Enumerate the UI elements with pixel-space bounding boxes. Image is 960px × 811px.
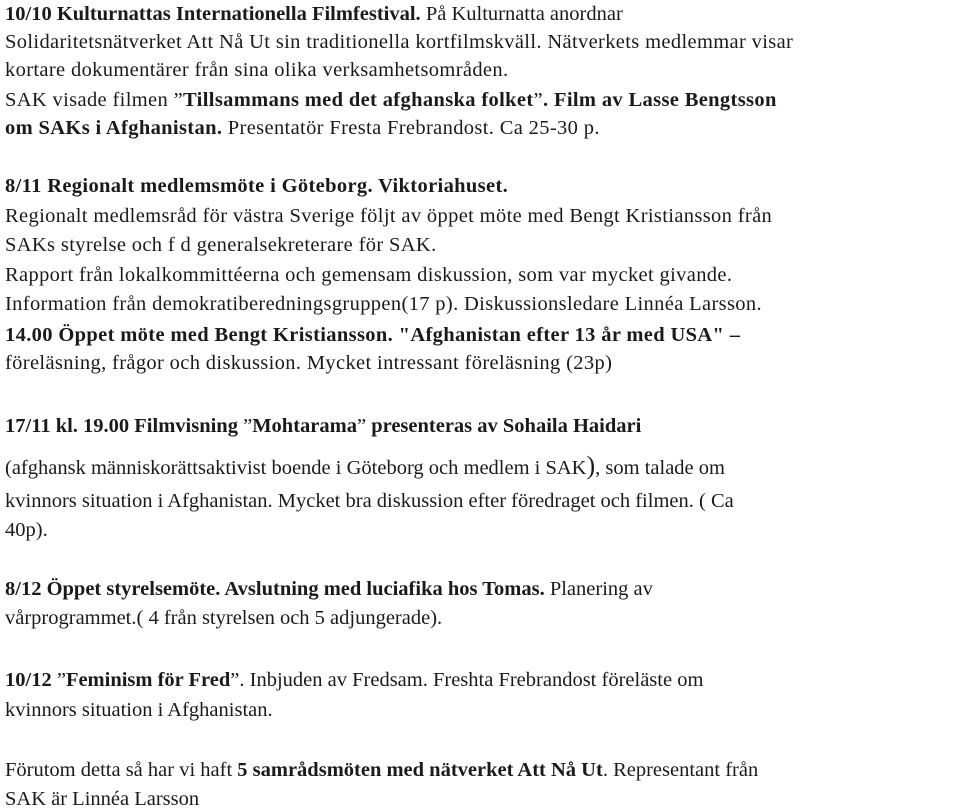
text-span: Förutom detta så har vi haft (5, 759, 238, 781)
film-credit: . Film av Lasse Bengtsson (543, 89, 777, 111)
film-screening-heading (5, 416, 641, 437)
quote-mark: ” (243, 415, 253, 437)
paragraph-line: SAK är Linnéa Larsson (5, 788, 200, 810)
paragraph-line: Solidaritetsnätverket Att Nå Ut sin traditionella kortfilmskväll. Nätverkets medlemmar visar (5, 31, 794, 53)
quote-mark: ” (356, 415, 367, 437)
heading-text: presenteras av Sohaila Haidari (366, 415, 642, 437)
paragraph-line: 40p). (5, 519, 48, 541)
quote-mark: ” (173, 89, 184, 111)
board-meeting-line (5, 579, 653, 600)
paragraph-line: Regionalt medlemsråd för västra Sverige följt av öppet möte med Bengt Kristiansson från (5, 205, 773, 227)
paragraph-line (5, 451, 725, 480)
film-credit-cont: om SAKs i Afghanistan. (5, 117, 223, 139)
film-title: Tillsammans med det afghanska folket (183, 89, 534, 111)
heading-text: 10/12 (5, 669, 57, 691)
open-meeting-heading (5, 325, 740, 346)
paragraph-line (5, 118, 600, 139)
kulturnatta-intro: På Kulturnatta anordnar (420, 3, 623, 25)
text-span: SAK visade filmen (5, 89, 174, 111)
text-span: Planering av (544, 578, 653, 600)
feminism-event-line (5, 670, 703, 691)
event-title: Feminism för Fred (65, 669, 231, 691)
text-span: . Representant från (602, 759, 759, 781)
paragraph-line: kvinnors situation i Afghanistan. (5, 699, 273, 721)
paragraph-line: Rapport från lokalkommittéerna och gemensam diskussion, som var mycket givande. (5, 264, 733, 286)
kulturnatta-heading-line (5, 4, 623, 25)
paragraph-line: Information från demokratiberedningsgruppen(17 p). Diskussionsledare Linnéa Larsson. (5, 293, 762, 315)
kulturnatta-heading: 10/10 Kulturnattas Internationella Filmfestival. (5, 3, 421, 25)
paragraph-line: kvinnors situation i Afghanistan. Mycket bra diskussion efter föredraget och filmen. ( Ca (5, 490, 734, 512)
regional-meeting-heading (5, 176, 508, 197)
text-span: Presentatör Fresta Frebrandost. Ca 25-30 p. (222, 117, 600, 139)
summary-line (5, 760, 758, 781)
heading-text: 17/11 kl. 19.00 Filmvisning (5, 415, 244, 437)
text-span: . Inbjuden av Fredsam. Freshta Frebrandost föreläste om (239, 669, 704, 691)
quote-mark: ” (56, 669, 66, 691)
text-span: , som talade om (595, 457, 725, 479)
paragraph-line: SAKs styrelse och f d generalsekreterare för SAK. (5, 234, 437, 256)
meetings-count: 5 samrådsmöten med nätverket Att Nå Ut (237, 759, 603, 781)
heading-text: 8/12 Öppet styrelsemöte. Avslutning med luciafika hos Tomas. (5, 578, 545, 600)
film-title: Mohtarama (252, 415, 357, 437)
paragraph-line: kortare dokumentärer från sina olika verksamhetsområden. (5, 59, 509, 81)
heading-text: 8/11 Regionalt medlemsmöte i Göteborg. Viktoriahuset. (5, 175, 509, 197)
quote-mark: ” (533, 89, 543, 111)
paragraph-line (5, 90, 777, 111)
paragraph-line: föreläsning, frågor och diskussion. Mycket intressant föreläsning (23p) (5, 352, 613, 374)
quote-mark: ” (230, 669, 240, 691)
heading-text: 14.00 Öppet möte med Bengt Kristiansson. "Afghanistan efter 13 år med USA" – (5, 324, 741, 346)
paragraph-line: vårprogrammet.( 4 från styrelsen och 5 adjungerade). (5, 607, 443, 629)
large-parenthesis: ) (586, 451, 596, 480)
text-span: (afghansk människorättsaktivist boende i Göteborg och medlem i SAK (5, 457, 587, 479)
